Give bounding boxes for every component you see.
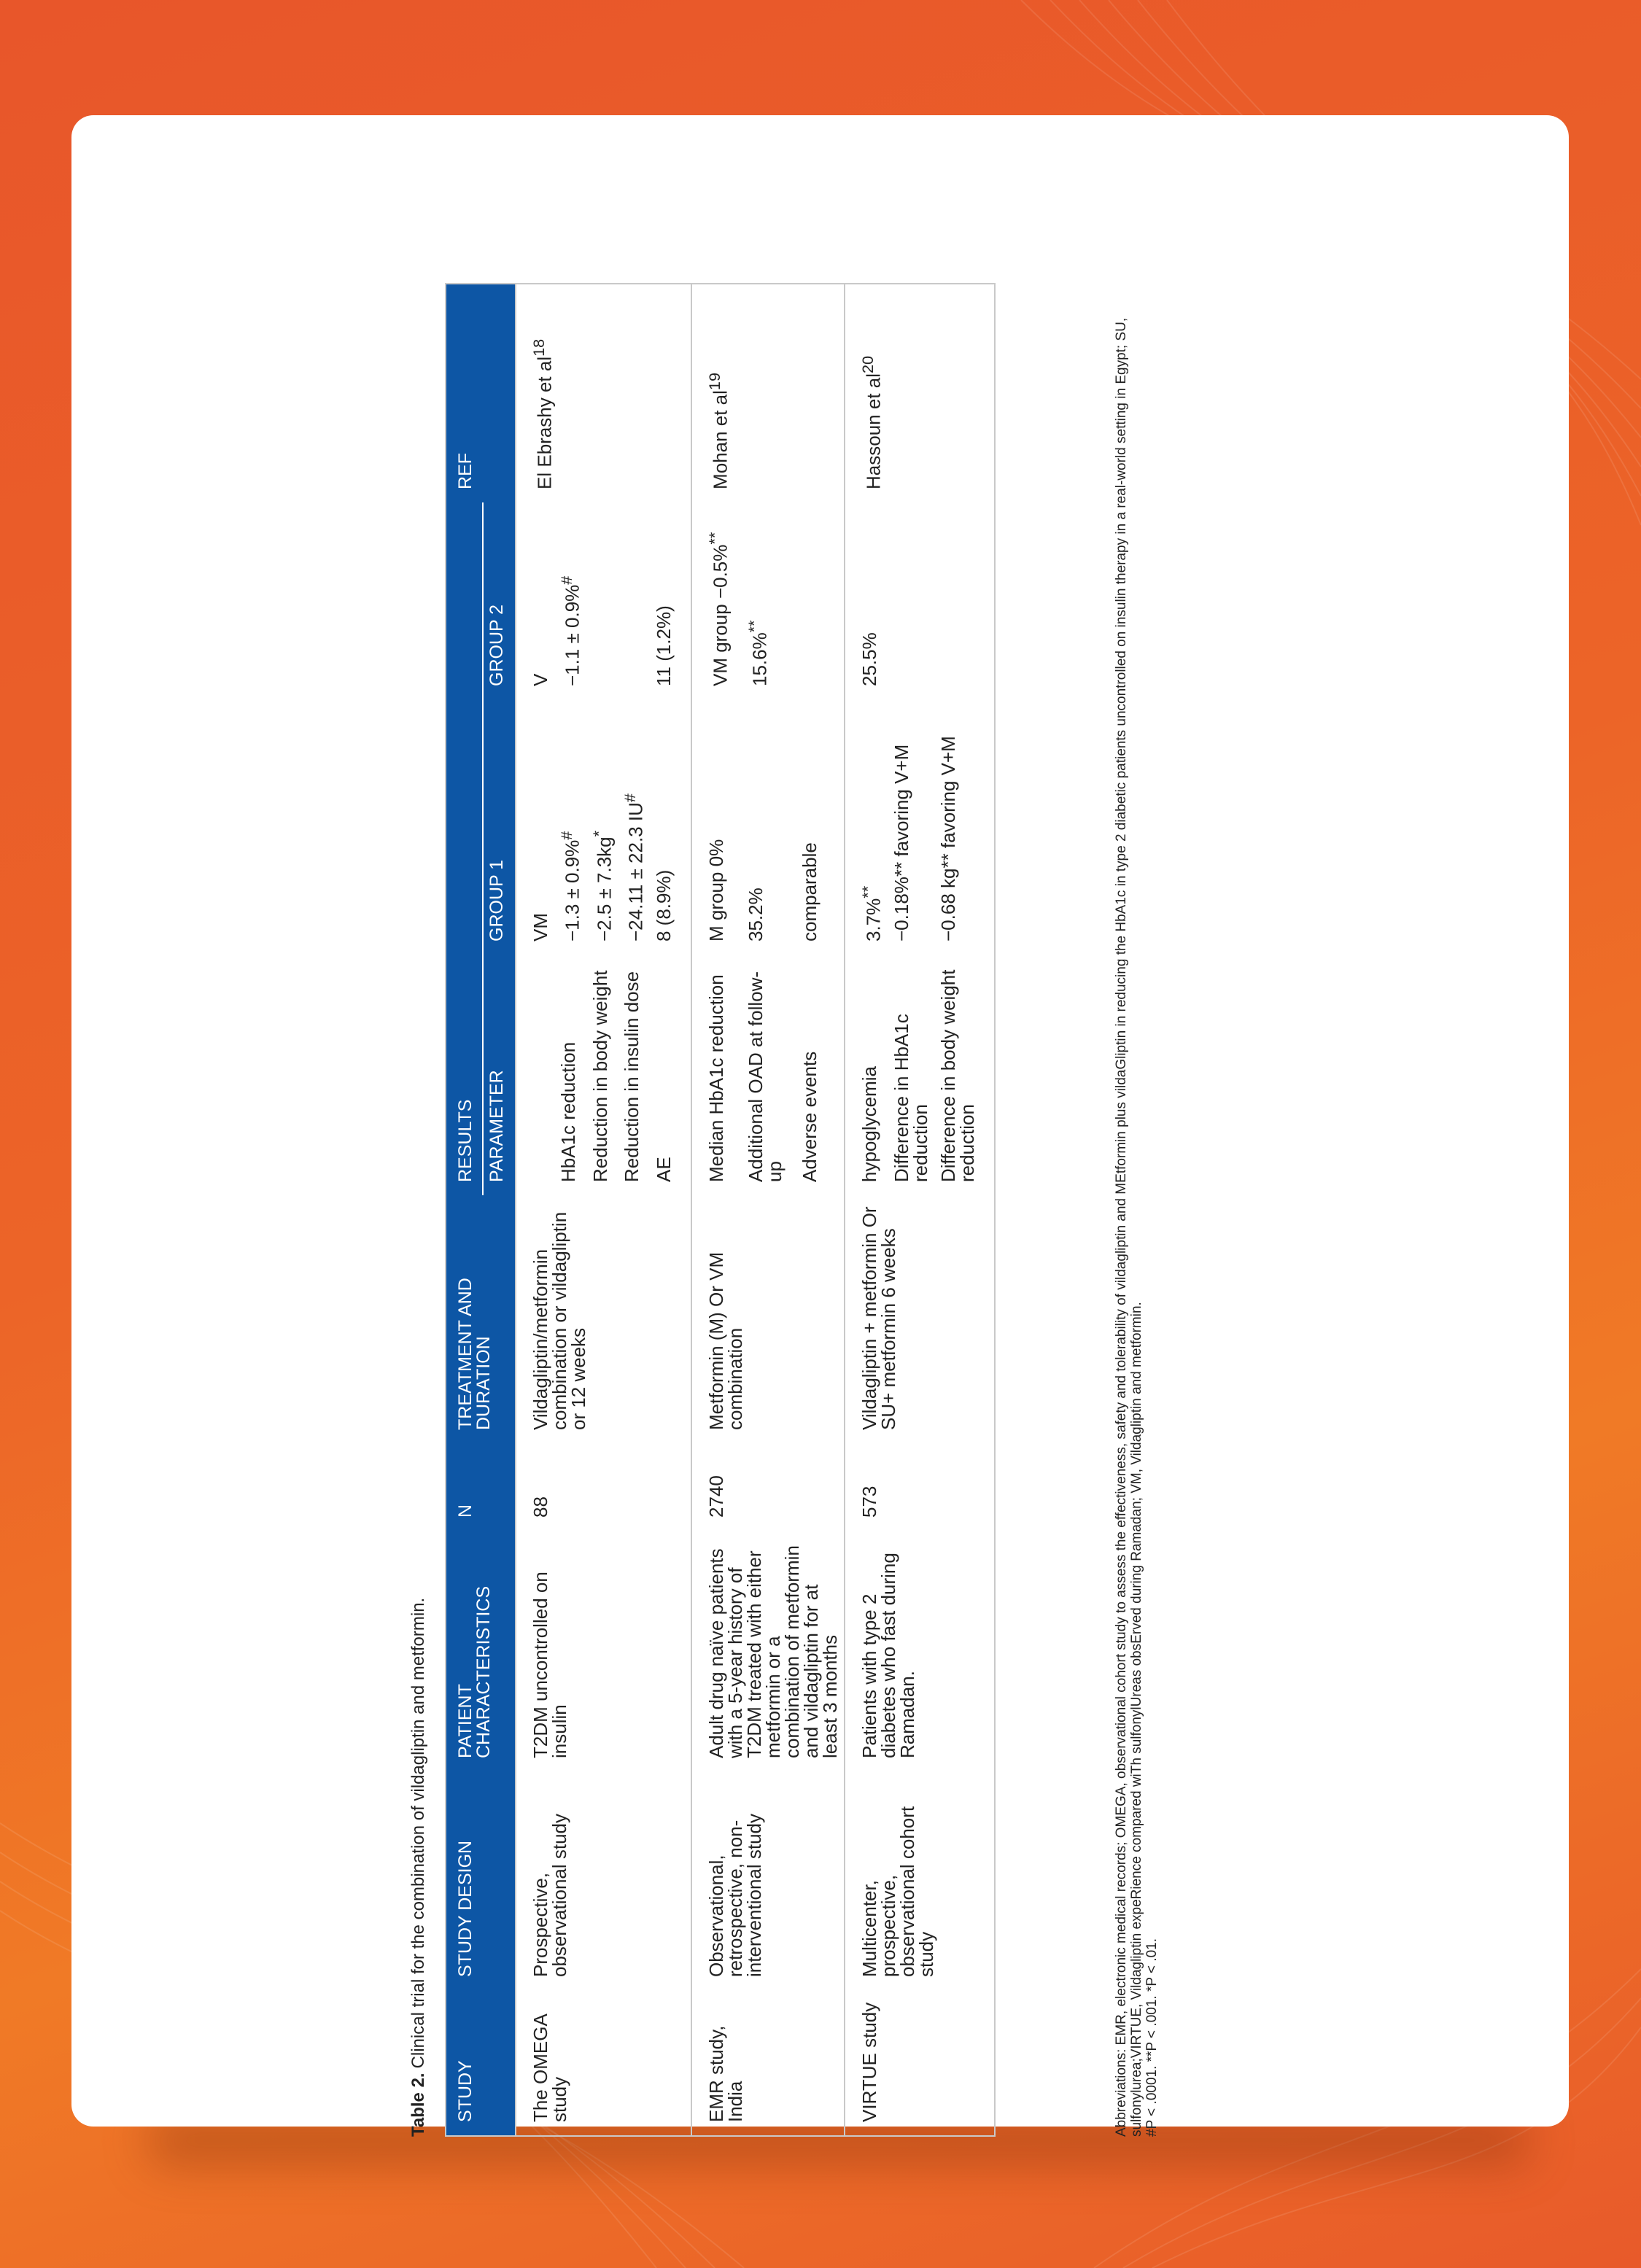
cell-group1: −0.18%** favoring V+M: [890, 744, 912, 941]
cell-parameter: HbA1c reduction: [557, 1041, 579, 1182]
cell-group2: [691, 502, 742, 699]
group1-value: −2.5 ± 7.3kg: [593, 836, 616, 941]
cell-parameter: Difference in body weight reduction: [936, 969, 978, 1182]
caption-label: Table 2.: [408, 2073, 428, 2137]
cell-parameter: hypoglycemia: [845, 955, 888, 1195]
group2-value: 15.6%: [748, 632, 771, 686]
header-ref: REF: [446, 284, 516, 502]
cell-group2: [796, 502, 845, 699]
caption-text: Clinical trial for the combination of vildagliptin and metformin.: [408, 1597, 428, 2069]
group2-value: −1.1 ± 0.9%: [561, 584, 583, 686]
cell-group1: [516, 699, 554, 955]
cell-group1: −0.68 kg** favoring V+M: [936, 736, 959, 941]
ref-superscript: 20: [858, 355, 877, 373]
cell-parameter: Median HbA1c reduction: [691, 955, 742, 1195]
cell-group2: [742, 502, 796, 699]
header-row: [446, 284, 483, 2136]
cell-parameter: Adverse events: [799, 1051, 821, 1182]
table-row: [845, 284, 888, 2136]
group2-value: VM group −0.5%: [709, 544, 732, 686]
table-caption: [408, 1598, 429, 2137]
header-study: STUDY: [446, 1990, 516, 2136]
cell-patient: Patients with type 2 diabetes who fast during Ramadan.: [845, 1531, 995, 1771]
group1-value: −1.3 ± 0.9%: [561, 839, 583, 941]
document-card: [71, 115, 1569, 2137]
group1-superscript: *: [589, 830, 608, 837]
cell-design: Multicenter, prospective, observational cohort study: [845, 1771, 995, 1990]
group1-superscript: #: [621, 793, 640, 803]
clinical-trial-table: [445, 283, 996, 2137]
cell-group2: 25.5%: [845, 502, 888, 699]
cell-group2: [554, 502, 586, 699]
cell-group1: [618, 699, 650, 955]
group1-superscript: **: [858, 885, 877, 898]
cell-parameter: [516, 955, 554, 1195]
cell-n: 573: [845, 1443, 995, 1531]
cell-treatment: Vildagliptin + metformin Or SU+ metformin 6 weeks: [845, 1195, 995, 1443]
cell-patient: Adult drug naïve patients with a 5-year history of T2DM treated with either metformin or a combination of metformin and vildagliptin for at least 3 months: [691, 1531, 845, 1771]
cell-ref: [516, 284, 691, 502]
cell-group1: comparable: [799, 842, 821, 941]
header-treatment: TREATMENT AND DURATION: [446, 1195, 516, 1443]
table-row: [516, 284, 554, 2136]
cell-ref: [691, 284, 845, 502]
cell-group2: [586, 502, 618, 699]
ref-name: El Ebrashy et al: [533, 356, 556, 489]
ref-name: Hassoun et al: [862, 373, 885, 489]
header-n: N: [446, 1443, 516, 1531]
group2-superscript: **: [705, 532, 723, 545]
cell-n: 88: [516, 1443, 691, 1531]
cell-design: Observational, retrospective, non-interventional study: [691, 1771, 845, 1990]
cell-group2: 11 (1.2%): [652, 605, 675, 686]
cell-parameter: AE: [652, 1157, 675, 1182]
group1-superscript: #: [557, 831, 575, 840]
table-row: [691, 284, 742, 2136]
header-group2: GROUP 2: [483, 502, 516, 699]
cell-treatment: Vildagliptin/metformin combination or vildagliptin or 12 weeks: [516, 1195, 691, 1443]
cell-group2: [934, 502, 995, 699]
cell-parameter: Reduction in insulin dose: [621, 971, 643, 1182]
group2-superscript: **: [744, 620, 763, 633]
cell-study: EMR study, India: [691, 1990, 845, 2136]
ref-superscript: 19: [705, 373, 723, 391]
ref-superscript: 18: [529, 338, 548, 357]
cell-group1: M group 0%: [691, 699, 742, 955]
cell-ref: [845, 284, 995, 502]
group2-superscript: #: [557, 575, 575, 585]
cell-group1: 8 (8.9%): [652, 869, 675, 941]
cell-group1: [554, 699, 586, 955]
cell-parameter: Difference in HbA1c reduction: [890, 1014, 931, 1182]
cell-treatment: Metformin (M) Or VM combination: [691, 1195, 845, 1443]
cell-study: The OMEGA study: [516, 1990, 691, 2136]
header-study-design: STUDY DESIGN: [446, 1771, 516, 1990]
cell-group2: [516, 502, 554, 699]
group1-value: −24.11 ± 22.3 IU: [624, 802, 647, 941]
group2-value: V: [529, 673, 551, 686]
cell-group1: 35.2%: [744, 888, 767, 941]
cell-group1: [586, 699, 618, 955]
cell-parameter: Reduction in body weight: [589, 970, 611, 1182]
cell-parameter: Additional OAD at follow-up: [744, 971, 785, 1182]
cell-patient: T2DM uncontrolled on insulin: [516, 1531, 691, 1771]
cell-design: Prospective, observational study: [516, 1771, 691, 1990]
table-footnote: [1114, 284, 1160, 2137]
cell-study: VIRTUE study: [845, 1990, 995, 2136]
footnote-abbreviations: Abbreviations: EMR, electronic medical records; OMEGA, observational cohort study to assess the effectiveness, safety and tolerability of vildagliptin and MEtformin plus vildaGliptin in reducing the HbA1c in type 2 diabetic patients uncontrolled on insulin therapy in a real-world setting in Egypt; SU, sulfonylurea;VIRTUE, Vildagliptin expeRience compared wiTh sulfonylUreas obsErved during Ramadan; VM, Vildagliptin and metformin.: [1114, 317, 1144, 2137]
group1-value: VM: [529, 913, 551, 941]
header-patient-characteristics: PATIENT CHARACTERISTICS: [446, 1531, 516, 1771]
ref-name: Mohan et al: [709, 390, 732, 489]
rotated-table-page: [400, 277, 1202, 2173]
cell-group2: [618, 502, 650, 699]
cell-group2: [888, 502, 934, 699]
header-group1: GROUP 1: [483, 699, 516, 955]
cell-group1: [845, 699, 888, 955]
header-results: RESULTS: [446, 502, 483, 1195]
footnote-significance: #P < .0001. **P < .001. *P < .01.: [1144, 1938, 1160, 2137]
cell-n: 2740: [691, 1443, 845, 1531]
group1-value: 3.7%: [862, 898, 885, 941]
header-parameter: PARAMETER: [483, 955, 516, 1195]
